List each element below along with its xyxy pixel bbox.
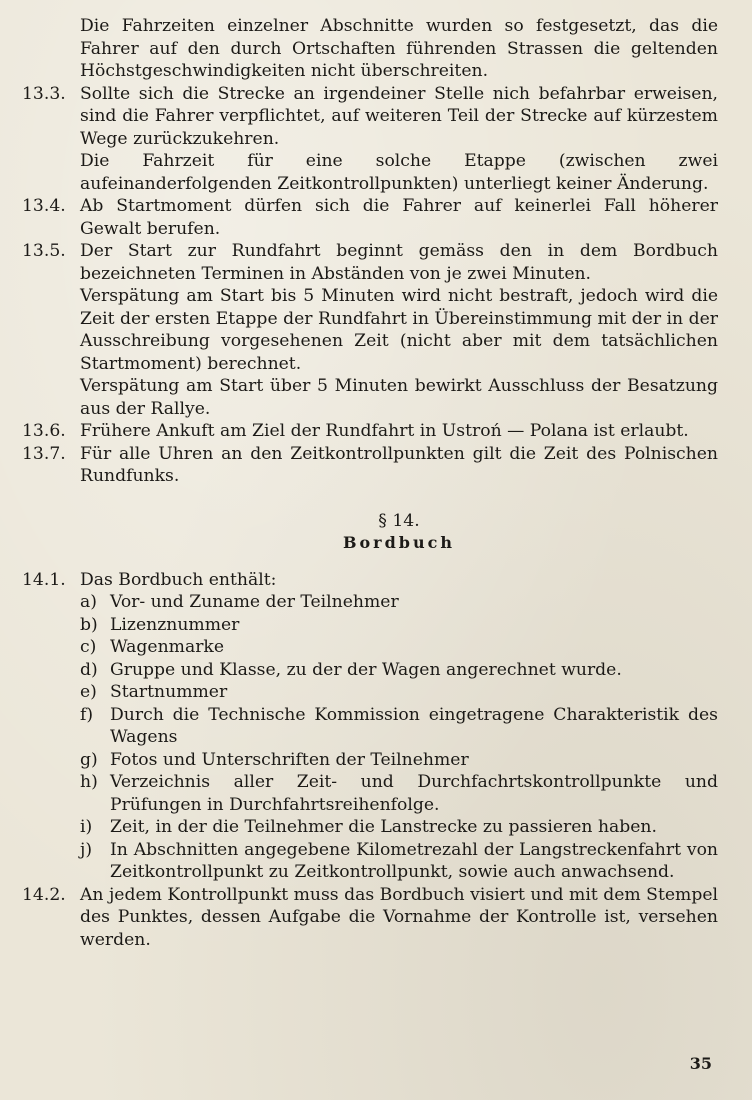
paragraph-13-5-continuation-1: Verspätung am Start bis 5 Minuten wird nicht bestraft, jedoch wird die Zeit der ersten Etappe der Rundfahrt in Übereinstimmung mit der in der Ausschreibung vorgesehenen Zeit (nicht aber mit dem tatsächlichen Startmoment) berechnet. <box>80 286 718 374</box>
bordbuch-contents-list <box>80 591 718 884</box>
paragraph-13-4 <box>22 195 718 240</box>
list-item <box>80 704 718 749</box>
list-item-letter: g) <box>80 749 98 770</box>
paragraph-13-6 <box>22 420 718 443</box>
paragraph-number: 13.3. <box>22 83 66 104</box>
paragraph-13-7 <box>22 443 718 488</box>
section-number: § 14. <box>378 510 420 531</box>
list-item-letter: c) <box>80 637 97 657</box>
list-item <box>80 816 718 839</box>
list-item-text: Gruppe und Klasse, zu der der Wagen angerechnet wurde. <box>110 659 622 680</box>
list-item <box>80 749 718 772</box>
paragraph-13-3-continuation: Die Fahrzeit für eine solche Etappe (zwischen zwei aufeinanderfolgenden Zeitkontrollpunkten) unterliegt keiner Änderung. <box>80 151 718 194</box>
paragraph-14-2 <box>22 884 718 952</box>
paragraph-text: Sollte sich die Strecke an irgendeiner Stelle nich befahrbar erweisen, sind die Fahrer verpflichtet, auf weiteren Teil der Strecke auf kürzestem Wege zurückzukehren. <box>80 83 718 149</box>
page-text <box>22 15 718 951</box>
list-item <box>80 636 718 659</box>
paragraph-number: 14.2. <box>22 884 66 905</box>
paragraph-number: 13.6. <box>22 421 66 441</box>
list-item-letter: i) <box>80 817 93 837</box>
list-item-text: Startnummer <box>110 682 228 702</box>
paragraph-13-5 <box>22 240 718 285</box>
list-item <box>80 614 718 637</box>
paragraph-14-1 <box>22 569 718 592</box>
list-item-letter: b) <box>80 614 98 635</box>
list-item-letter: f) <box>80 704 94 725</box>
list-item <box>80 659 718 682</box>
list-item <box>80 591 718 614</box>
paragraph-number: 13.4. <box>22 196 66 216</box>
section-title: Bordbuch <box>342 533 455 552</box>
paragraph-text: Frühere Ankuft am Ziel der Rundfahrt in Ustroń — Polana ist erlaubt. <box>80 421 689 441</box>
list-item-letter: e) <box>80 682 97 702</box>
list-item-letter: d) <box>80 659 98 680</box>
list-item-letter: h) <box>80 772 98 792</box>
list-item-text: In Abschnitten angegebene Kilometrezahl der Langstreckenfahrt von Zeitkontrollpunkt zu Zeitkontrollpunkt, sowie auch anwachsend. <box>110 839 718 882</box>
paragraph-text: Der Start zur Rundfahrt beginnt gemäss den in dem Bordbuch bezeichneten Terminen in Abständen von je zwei Minuten. <box>80 241 718 284</box>
paragraph-number: 13.7. <box>22 443 66 464</box>
list-item-text: Vor- und Zuname der Teilnehmer <box>110 592 399 612</box>
list-item <box>80 839 718 884</box>
paragraph-text: Das Bordbuch enthält: <box>80 569 277 590</box>
list-item-text: Wagenmarke <box>110 637 225 657</box>
list-item <box>80 681 718 704</box>
list-item-letter: a) <box>80 592 97 612</box>
paragraph-number: 14.1. <box>22 569 66 590</box>
paragraph-number: 13.5. <box>22 241 66 261</box>
page-number: 35 <box>689 1054 712 1073</box>
paragraph-text: Ab Startmoment dürfen sich die Fahrer auf keinerlei Fall höherer Gewalt berufen. <box>80 196 718 239</box>
list-item-letter: j) <box>80 839 93 860</box>
list-item <box>80 771 718 816</box>
paragraph-text: An jedem Kontrollpunkt muss das Bordbuch visiert und mit dem Stempel des Punktes, dessen Aufgabe die Vornahme der Kontrolle ist, versehen werden. <box>80 884 718 950</box>
paragraph-text: Für alle Uhren an den Zeitkontrollpunkten gilt die Zeit des Polnischen Rundfunks. <box>80 443 718 486</box>
paragraph-13-3 <box>22 83 718 151</box>
list-item-text: Zeit, in der die Teilnehmer die Lanstrecke zu passieren haben. <box>110 817 657 837</box>
list-item-text: Fotos und Unterschriften der Teilnehmer <box>110 749 469 770</box>
list-item-text: Verzeichnis aller Zeit- und Durchfachrtskontrollpunkte und Prüfungen in Durchfahrtsreihenfolge. <box>110 772 718 815</box>
list-item-text: Lizenznummer <box>110 614 240 635</box>
continuation-paragraph: Die Fahrzeiten einzelner Abschnitte wurden so festgesetzt, das die Fahrer auf den durch Ortschaften führenden Strassen die geltenden Höchstgeschwindigkeiten nicht überschreiten. <box>80 16 718 81</box>
list-item-text: Durch die Technische Kommission eingetragene Charakteristik des Wagens <box>110 704 718 747</box>
paragraph-13-5-continuation-2: Verspätung am Start über 5 Minuten bewirkt Ausschluss der Besatzung aus der Rallye. <box>80 376 718 419</box>
